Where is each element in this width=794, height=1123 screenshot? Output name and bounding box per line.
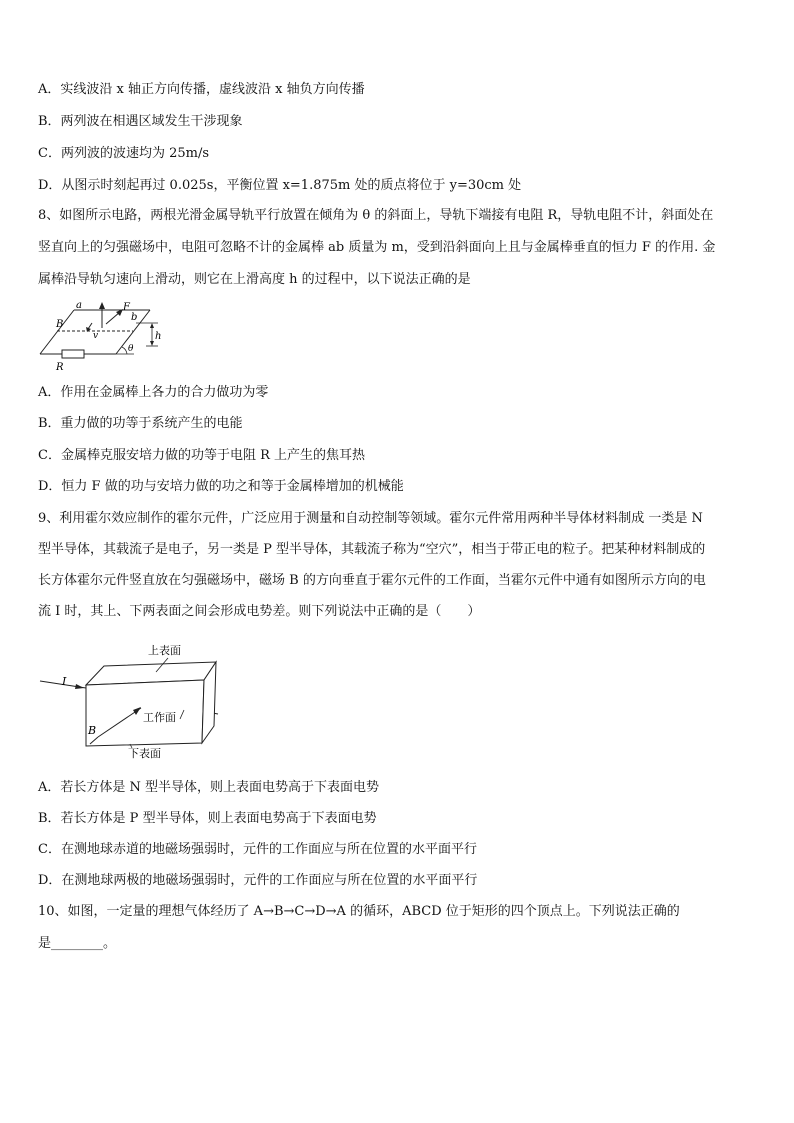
q8-option-d: D．恒力 F 做的功与安培力做的功之和等于金属棒增加的机械能	[38, 479, 404, 494]
q9-option-c: C．在测地球赤道的地磁场强弱时，元件的工作面应与所在位置的水平面平行	[38, 842, 477, 857]
q8-option-c: C．金属棒克服安培力做的功等于电阻 R 上产生的焦耳热	[38, 448, 365, 463]
q8-fig-label-B: B	[56, 319, 64, 330]
q9-hall-element-figure	[36, 640, 226, 762]
q7-option-c: C．两列波的波速均为 25m/s	[38, 146, 209, 161]
q8-stem-line-3: 属棒沿导轨匀速向上滑动，则它在上滑高度 h 的过程中，以下说法正确的是	[38, 272, 471, 287]
q9-fig-label-B: B	[88, 724, 97, 737]
q8-fig-label-theta: θ	[128, 344, 134, 354]
q8-incline-rail-figure	[36, 298, 172, 374]
q7-option-d: D．从图示时刻起再过 0.025s，平衡位置 x=1.875m 处的质点将位于 y=30cm 处	[38, 178, 522, 193]
q9-option-b: B．若长方体是 P 型半导体，则上表面电势高于下表面电势	[38, 811, 377, 826]
q8-fig-label-b: b	[131, 312, 138, 323]
q9-stem-line-3: 长方体霍尔元件竖直放在匀强磁场中，磁场 B 的方向垂直于霍尔元件的工作面，当霍尔元件中通有如图所示方向的电	[38, 573, 706, 588]
q9-stem-line-2: 型半导体，其载流子是电子，另一类是 P 型半导体，其载流子称为“空穴”，相当于带正电的粒子。把某种材料制成的	[38, 542, 706, 557]
q7-option-a: A．实线波沿 x 轴正方向传播，虚线波沿 x 轴负方向传播	[38, 82, 365, 97]
q8-fig-label-v: v	[93, 331, 99, 341]
q9-stem-line-4: 流 I 时，其上、下两表面之间会形成电势差。则下列说法中正确的是（ ）	[38, 604, 481, 619]
q7-option-b: B．两列波在相遇区域发生干涉现象	[38, 114, 243, 129]
q8-fig-label-a: a	[76, 300, 82, 311]
q9-option-a: A．若长方体是 N 型半导体，则上表面电势高于下表面电势	[38, 780, 380, 795]
q10-stem-line-2: 是________。	[38, 936, 117, 951]
q9-option-d: D．在测地球两极的地磁场强弱时，元件的工作面应与所在位置的水平面平行	[38, 873, 478, 888]
q9-fig-label-I: I	[62, 675, 67, 688]
q9-fig-label-work-surface: 工作面	[143, 711, 176, 724]
q10-stem-line-1: 10、如图，一定量的理想气体经历了 A→B→C→D→A 的循环，ABCD 位于矩形的四个顶点上。下列说法正确的	[38, 904, 680, 919]
q9-fig-label-bottom-surface: 下表面	[128, 747, 161, 760]
q8-stem-line-1: 8、如图所示电路，两根光滑金属导轨平行放置在倾角为 θ 的斜面上，导轨下端接有电阻 R，导轨电阻不计，斜面处在	[38, 208, 714, 223]
q8-fig-label-h: h	[155, 331, 162, 342]
q9-fig-label-top-surface: 上表面	[148, 644, 181, 657]
q8-option-a: A．作用在金属棒上各力的合力做功为零	[38, 385, 269, 400]
q8-stem-line-2: 竖直向上的匀强磁场中，电阻可忽略不计的金属棒 ab 质量为 m，受到沿斜面向上且与金属棒垂直的恒力 F 的作用. 金	[38, 240, 716, 255]
q8-fig-label-F: F	[123, 302, 130, 313]
q9-stem-line-1: 9、利用霍尔效应制作的霍尔元件，广泛应用于测量和自动控制等领域。霍尔元件常用两种半导体材料制成 一类是 N	[38, 511, 703, 526]
q8-option-b: B．重力做的功等于系统产生的电能	[38, 416, 243, 431]
q8-fig-label-R: R	[56, 362, 64, 373]
